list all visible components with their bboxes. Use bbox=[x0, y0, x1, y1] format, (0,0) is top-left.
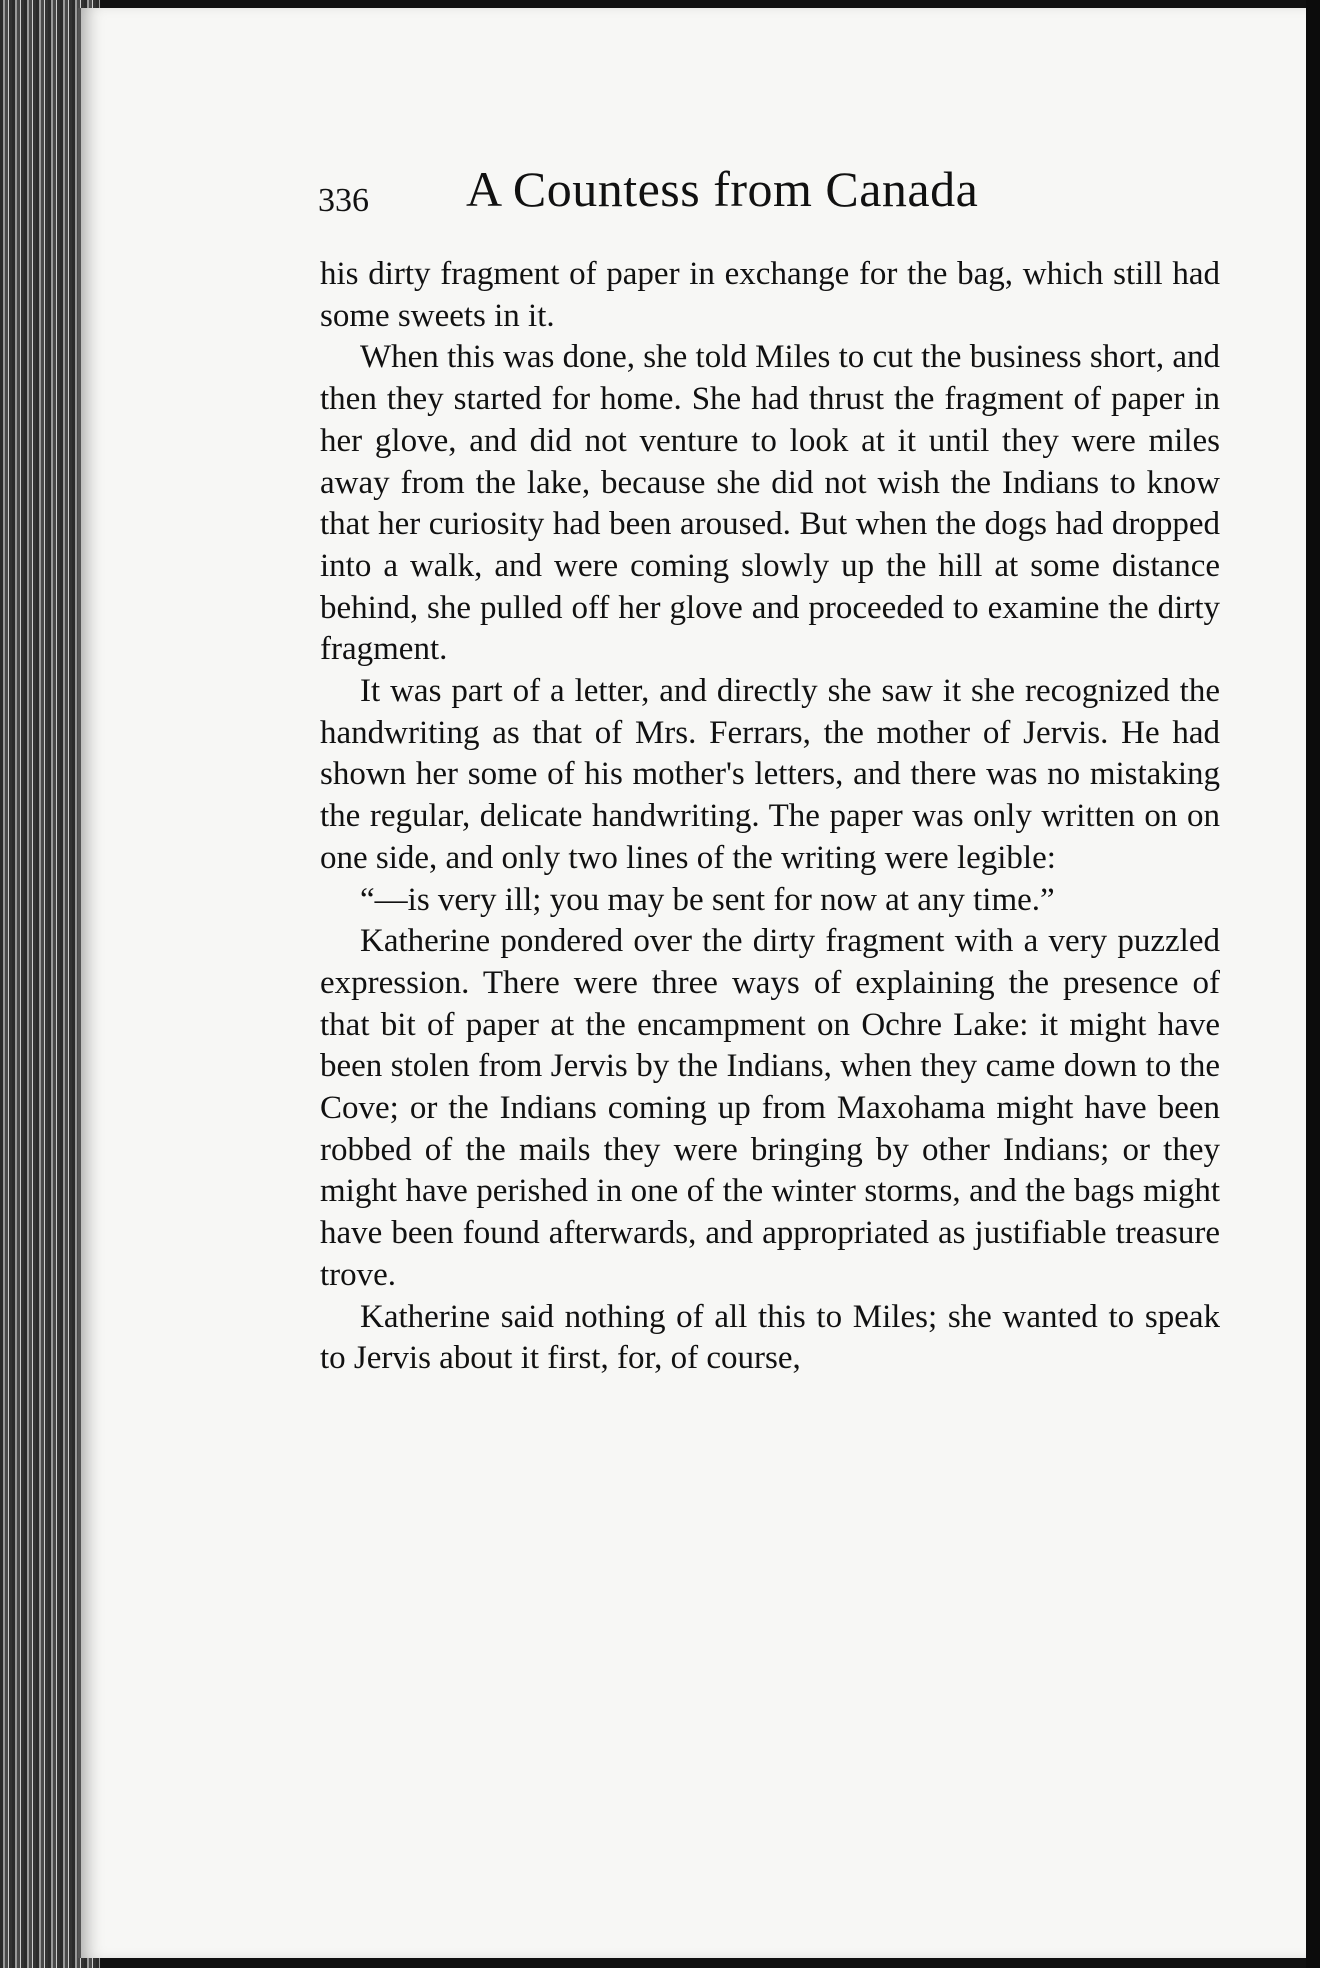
paragraph: It was part of a letter, and directly she saw it she recognized the handwriting as that of Mrs. Ferrars, the mother of Jervis. He had shown her some of his mother's letters, and there was no mistaking the regular, delicate handwriting. The paper was only written on on one side, and only two lines of the writing were legible: bbox=[320, 673, 1220, 876]
paragraph: Katherine pondered over the dirty fragment with a very puzzled expression. There were three ways of explaining the presence of that bit of paper at the encampment on Ochre Lake: it might have been stolen from Jervis by the Indians, when they came down to the Cove; or the Indians coming up from Maxohama might have been robbed of the mails they were bringing by other Indians; or they might have perished in one of the winter storms, and the bags might have been found afterwards, and appropriated as justifiable treasure trove. bbox=[320, 923, 1220, 1293]
paragraph: his dirty fragment of paper in exchange for the bag, which still had some sweets in it. bbox=[320, 256, 1220, 334]
scan-border bbox=[1306, 0, 1320, 1968]
paragraph: Katherine said nothing of all this to Miles; she wanted to speak to Jervis about it first, for, of course, bbox=[320, 1298, 1220, 1377]
body-text bbox=[320, 254, 1220, 1380]
page-header bbox=[318, 160, 1078, 230]
quoted-letter-text: “—is very ill; you may be sent for now at any time.” bbox=[360, 881, 1055, 918]
running-title: A Countess from Canada bbox=[466, 161, 979, 217]
paragraph: When this was done, she told Miles to cut the business short, and then they started for home. She had thrust the fragment of paper in her glove, and did not venture to look at it until they were miles away from the lake, because she did not wish the Indians to know that her curiosity had been aroused. But when the dogs had dropped into a walk, and were coming slowly up the hill at some distance behind, she pulled off her glove and proceeded to examine the dirty fragment. bbox=[320, 339, 1220, 668]
page-number: 336 bbox=[318, 182, 369, 219]
